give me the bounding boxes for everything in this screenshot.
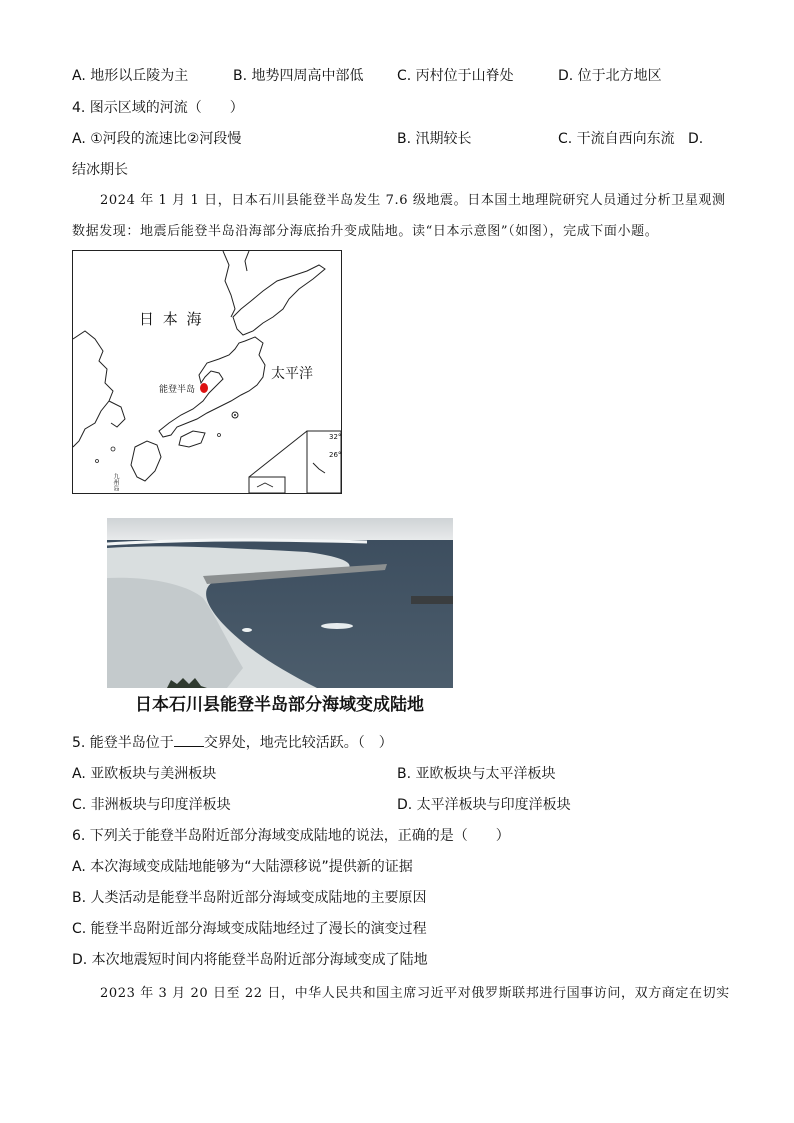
inset-lat-32: 32°	[329, 433, 342, 441]
q4-stem: 4. 图示区域的河流（ ）	[72, 100, 244, 116]
sky	[107, 518, 453, 540]
japan-map	[72, 250, 342, 494]
shikoku	[179, 431, 205, 447]
q5-option-b: B. 亚欧板块与太平洋板块	[397, 766, 556, 782]
q5-stem-pre: 5. 能登半岛位于	[72, 735, 174, 751]
q3-option-d: D. 位于北方地区	[558, 68, 662, 84]
q3-option-c: C. 丙村位于山脊处	[397, 68, 514, 84]
q4-option-b: B. 汛期较长	[397, 131, 472, 147]
passage1-line1: 2024 年 1 月 1 日，日本石川县能登半岛发生 7.6 级地震。日本国土地理院研究人员通过分析卫星观测	[100, 193, 726, 208]
q6-option-d: D. 本次地震短时间内将能登半岛附近部分海域变成了陆地	[72, 952, 428, 968]
passage1-line2: 数据发现：地震后能登半岛沿海部分海底抬升变成陆地。读“日本示意图”（如图），完成下面小题。	[72, 224, 659, 239]
q4-option-c: C. 干流自西向东流	[558, 131, 675, 147]
q6-option-c: C. 能登半岛附近部分海域变成陆地经过了漫长的演变过程	[72, 921, 427, 937]
island	[111, 447, 115, 451]
q6-stem: 6. 下列关于能登半岛附近部分海域变成陆地的说法，正确的是（ ）	[72, 828, 510, 844]
capital-icon-dot	[234, 414, 236, 416]
hokkaido	[233, 265, 325, 335]
kyushu	[131, 441, 161, 481]
inset-leader	[249, 431, 307, 477]
korea-coast	[109, 401, 125, 427]
q4-option-d-prefix: D.	[688, 131, 704, 147]
inset-lat-26: 26°	[329, 451, 342, 459]
q6-option-b: B. 人类活动是能登半岛附近部分海域变成陆地的主要原因	[72, 890, 427, 906]
q4-option-d-text: 结冰期长	[72, 162, 128, 178]
photo-caption: 日本石川县能登半岛部分海域变成陆地	[135, 695, 424, 714]
small-inset-coast	[257, 483, 273, 487]
sea-of-japan-label: 日 本 海	[139, 310, 204, 328]
q3-option-a: A. 地形以丘陵为主	[72, 68, 189, 84]
passage2-line1: 2023 年 3 月 20 日至 22 日，中华人民共和国主席习近平对俄罗斯联邦进行国事访问，双方商定在切实	[100, 986, 730, 1001]
mainland-coast	[73, 331, 113, 447]
q5-stem	[72, 734, 393, 752]
noto-peninsula-label: 能登半岛	[159, 385, 196, 395]
q5-option-c: C. 非洲板块与印度洋板块	[72, 797, 231, 813]
boat-small	[242, 628, 252, 632]
sakhalin-coast	[223, 251, 235, 317]
island	[96, 460, 99, 463]
northern-coast	[245, 251, 249, 271]
q4-option-a: A. ①河段的流速比②河段慢	[72, 131, 242, 147]
small-inset	[249, 477, 285, 493]
q3-option-b: B. 地势四周高中部低	[233, 68, 364, 84]
coast-photo	[107, 518, 453, 688]
q5-option-d: D. 太平洋板块与印度洋板块	[397, 797, 571, 813]
q5-stem-post: 交界处，地壳比较活跃。（ ）	[203, 735, 393, 751]
boat	[321, 623, 353, 629]
coast-photo-drawing	[107, 518, 453, 688]
q5-option-a: A. 亚欧板块与美洲板块	[72, 766, 217, 782]
kyushu-label: 九州岛	[112, 473, 119, 491]
q5-blank	[174, 734, 204, 747]
island	[218, 434, 221, 437]
q6-option-a: A. 本次海域变成陆地能够为“大陆漂移说”提供新的证据	[72, 859, 413, 875]
pier	[411, 596, 453, 604]
noto-peninsula-marker	[200, 383, 208, 393]
pacific-ocean-label: 太平洋	[271, 366, 313, 382]
